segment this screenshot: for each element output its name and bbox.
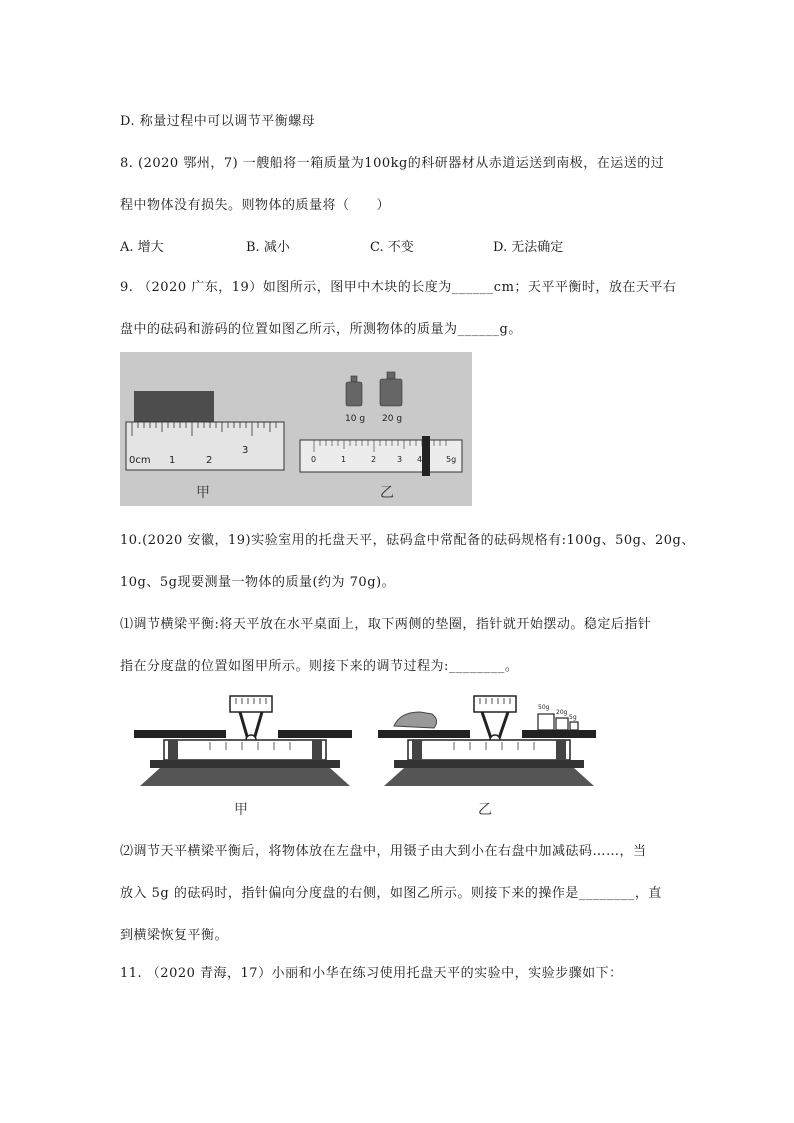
rider-tick-0: 0	[311, 455, 317, 464]
rider	[422, 436, 430, 476]
q10-part1-line1: ⑴调节横梁平衡:将天平放在水平桌面上，取下两侧的垫圈，指针就开始摆动。稳定后指针	[120, 617, 652, 632]
q10-figure	[130, 690, 610, 820]
balance-jia	[134, 696, 352, 818]
q10-line1: 10.(2020 安徽，19)实验室用的托盘天平，砝码盒中常配备的砝码规格有:100g、50g、20g、	[120, 533, 695, 548]
q9-line2: 盘中的砝码和游码的位置如图乙所示，所测物体的质量为______g。	[120, 322, 522, 337]
weight-5g-label: 5g	[569, 714, 577, 721]
q8-option-b: B. 减小	[246, 240, 290, 255]
weight-20g-label: 20 g	[382, 414, 403, 424]
q9-figure	[120, 352, 472, 506]
q11-line1: 11. （2020 青海，17）小丽和小华在练习使用托盘天平的实验中，实验步骤如下：	[120, 966, 623, 981]
weight-20g-label: 20g	[556, 709, 568, 716]
rider-scale	[300, 440, 462, 472]
ruler-tick-2: 2	[206, 455, 213, 466]
figure-label-yi-2: 乙	[478, 802, 492, 818]
rider-tick-3: 3	[397, 455, 403, 464]
option-d-previous: D. 称量过程中可以调节平衡螺母	[120, 114, 316, 129]
rider-tick-4: 4	[417, 455, 423, 464]
q9-line1: 9. （2020 广东，19）如图所示，图甲中木块的长度为______cm；天平平衡时，放在天平右	[120, 280, 677, 295]
figure-label-jia-2: 甲	[234, 802, 248, 818]
q8-option-c: C. 不变	[370, 240, 414, 255]
balance-yi	[378, 696, 596, 818]
q10-part1-line2: 指在分度盘的位置如图甲所示。则接下来的调节过程为:________。	[120, 659, 519, 674]
figure-label-yi: 乙	[380, 485, 394, 501]
q8-line2: 程中物体没有损失。则物体的质量将（ ）	[120, 198, 391, 213]
q10-part2-line2: 放入 5g 的砝码时，指针偏向分度盘的右侧，如图乙所示。则接下来的操作是________，直	[120, 886, 662, 901]
weight-50g	[538, 714, 554, 730]
q8-option-d: D. 无法确定	[493, 240, 564, 255]
ruler-tick-3: 3	[242, 445, 249, 456]
rider-tick-2: 2	[371, 455, 377, 464]
q10-part2-line1: ⑵调节天平横梁平衡后，将物体放在左盘中，用镊子由大到小在右盘中加减砝码……，当	[120, 844, 647, 859]
rider-tick-5g: 5g	[446, 455, 457, 464]
q10-part2-line3: 到横梁恢复平衡。	[120, 928, 229, 943]
figure-label-jia: 甲	[196, 485, 210, 501]
weight-50g-label: 50g	[538, 704, 550, 711]
q8-option-a: A. 增大	[120, 240, 164, 255]
ruler-tick-1: 1	[169, 455, 176, 466]
ruler-unit-label: 0cm	[129, 455, 151, 466]
rider-tick-1: 1	[341, 455, 347, 464]
weight-20g-b	[556, 718, 568, 730]
weight-5g	[570, 722, 578, 730]
q8-line1: 8. (2020 鄂州，7) 一艘船将一箱质量为100kg的科研器材从赤道运送到南极，在运送的过	[120, 156, 665, 171]
q10-line2: 10g、5g现要测量一物体的质量(约为 70g)。	[120, 575, 396, 590]
weight-10g-label: 10 g	[345, 414, 366, 424]
